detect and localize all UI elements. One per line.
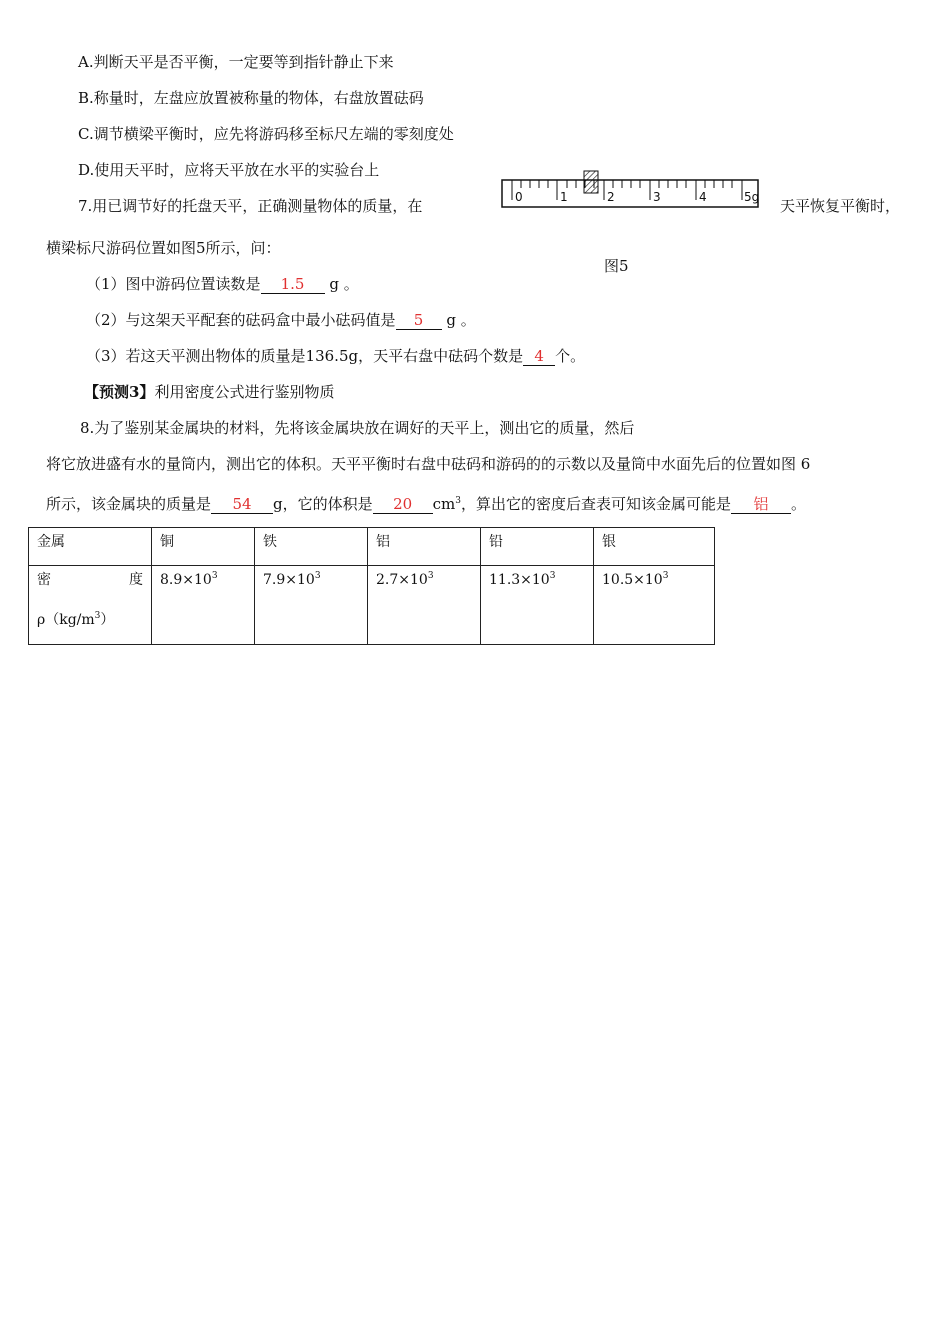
q7-intro-b: 天平恢复平衡时，: [780, 197, 901, 215]
density-unit-line: [37, 610, 143, 630]
ruler-label-5g: 5g: [744, 190, 760, 204]
density-unit-exp: 3: [94, 611, 101, 621]
density-aluminum: 2.7×10: [376, 572, 428, 588]
q7-sub1-unit: g 。: [329, 275, 359, 293]
predict3-bracket: 【预测3】: [84, 383, 155, 401]
q7-sub2-answer: 5: [396, 312, 442, 330]
q8-volume-text: g，它的体积是: [273, 495, 373, 513]
q8-end: 。: [791, 495, 807, 513]
table-cell: [368, 566, 481, 645]
q7-sub1: [86, 274, 359, 294]
table-row: [29, 566, 715, 645]
q7-sub1-answer: 1.5: [261, 276, 325, 294]
ruler-figure: [500, 170, 762, 216]
density-table: [28, 527, 715, 645]
density-aluminum-exp: 3: [427, 571, 434, 581]
q8-line2: 将它放进盛有水的量筒内，测出它的体积。天平平衡时右盘中砝码和游码的的示数以及量筒中水面先后的位置如图 6: [46, 455, 811, 473]
ruler-label-0: 0: [515, 190, 523, 204]
density-silver: 10.5×10: [602, 572, 663, 588]
q8-volume-unit: cm: [432, 495, 456, 513]
q8-metal-answer: 铝: [731, 496, 791, 514]
density-copper: 8.9×10: [160, 572, 212, 588]
q7-sub2-unit: g 。: [446, 311, 476, 329]
rider-weight: [584, 171, 598, 193]
ruler-label-4: 4: [699, 190, 707, 204]
density-silver-exp: 3: [662, 571, 669, 581]
table-header-label: 金属: [29, 528, 152, 566]
table-header-row: [29, 528, 715, 566]
q7-sub3-text: （3）若这天平测出物体的质量是136.5g，天平右盘中砝码个数是: [86, 347, 524, 365]
q8-line1: 8.为了鉴别某金属块的材料，先将该金属块放在调好的天平上，测出它的质量，然后: [80, 419, 635, 437]
q7-intro-a: 7.用已调节好的托盘天平，正确测量物体的质量，在: [78, 197, 423, 215]
density-unit: ρ（kg/m: [37, 612, 95, 628]
q7-sub2: [86, 310, 476, 330]
option-c: C.调节横梁平衡时，应先将游码移至标尺左端的零刻度处: [78, 125, 454, 143]
figure-5-caption: 图5: [604, 257, 629, 275]
q7-sub1-text: （1）图中游码位置读数是: [86, 275, 261, 293]
q8-line3: [46, 494, 806, 514]
density-label-line: [37, 570, 143, 590]
table-metal-aluminum: 铝: [368, 528, 481, 566]
ruler-label-3: 3: [653, 190, 661, 204]
table-cell: [152, 566, 255, 645]
q8-mass-text: 所示，该金属块的质量是: [46, 495, 212, 513]
ruler-scale-svg: [500, 170, 762, 212]
table-cell: [594, 566, 715, 645]
q7-sub3-unit: 个。: [555, 347, 586, 365]
table-density-label: [29, 566, 152, 645]
option-d: D.使用天平时，应将天平放在水平的实验台上: [78, 161, 380, 179]
density-iron: 7.9×10: [263, 572, 315, 588]
density-copper-exp: 3: [211, 571, 218, 581]
table-cell: [481, 566, 594, 645]
q8-metal-text: ，算出它的密度后查表可知该金属可能是: [460, 495, 731, 513]
q7-intro-c: 横梁标尺游码位置如图5所示，问：: [46, 239, 281, 257]
table-metal-lead: 铅: [481, 528, 594, 566]
q8-volume-unit-exp: 3: [455, 496, 461, 506]
density-label-b: 度: [129, 572, 143, 588]
ruler-label-1: 1: [560, 190, 568, 204]
table-metal-iron: 铁: [255, 528, 368, 566]
q7-sub3: [86, 346, 585, 366]
option-b: B.称量时，左盘应放置被称量的物体，右盘放置砝码: [78, 89, 424, 107]
density-lead-exp: 3: [549, 571, 556, 581]
table-metal-silver: 银: [594, 528, 715, 566]
density-unit-close: ）: [100, 612, 115, 628]
q8-volume-answer: 20: [373, 496, 433, 514]
option-a: A.判断天平是否平衡，一定要等到指针静止下来: [78, 53, 394, 71]
density-iron-exp: 3: [314, 571, 321, 581]
q7-sub2-text: （2）与这架天平配套的砝码盒中最小砝码值是: [86, 311, 396, 329]
q8-mass-answer: 54: [211, 496, 273, 514]
predict3-title: 利用密度公式进行鉴别物质: [154, 383, 335, 401]
density-lead: 11.3×10: [489, 572, 550, 588]
density-label-a: 密: [37, 572, 51, 588]
predict3-heading: [84, 382, 334, 402]
table-cell: [255, 566, 368, 645]
q7-sub3-answer: 4: [523, 348, 555, 366]
ruler-label-2: 2: [607, 190, 615, 204]
table-metal-copper: 铜: [152, 528, 255, 566]
